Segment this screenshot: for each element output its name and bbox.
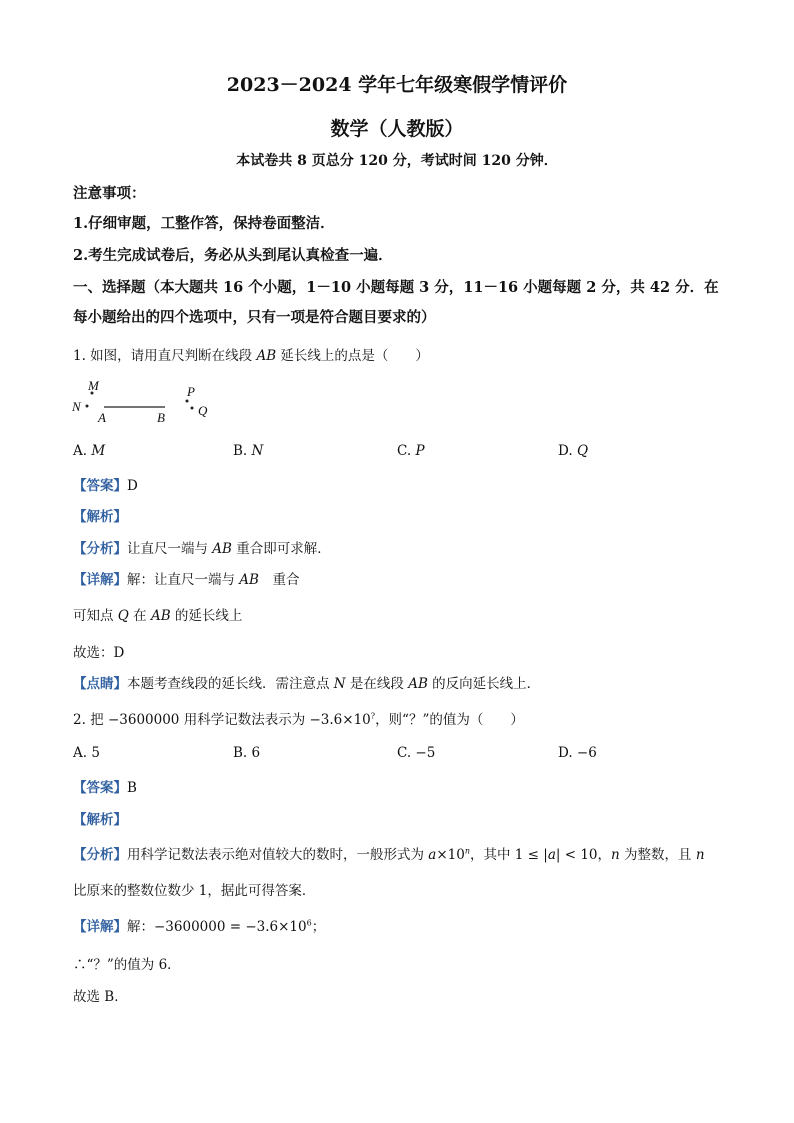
exam-info: 本试卷共 8 页总分 120 分，考试时间 120 分钟． (236, 153, 558, 169)
label-p: P (187, 384, 195, 399)
q1-stem-ab: AB (256, 348, 277, 364)
exam-subtitle: 数学（人教版） (330, 118, 464, 140)
label-m: M (88, 378, 99, 393)
label-q: Q (198, 403, 208, 418)
q2-option-c: C. −5 (397, 745, 436, 761)
label-b: B (157, 410, 165, 425)
q1-option-c: C. P (397, 443, 425, 459)
q2-stem: 2. 把 −3600000 用科学记数法表示为 −3.6×10?，则“？”的值为（ ） (73, 711, 524, 728)
section-heading-line-1: 一、选择题（本大题共 16 个小题，1－10 小题每题 3 分，11－16 小题每题 2 分，共 42 分．在 (73, 279, 719, 296)
section-heading-line-2: 每小题给出的四个选项中，只有一项是符合题目要求的） (73, 309, 436, 326)
q1-answer-value: D (127, 478, 138, 494)
point-n-dot (86, 405, 89, 408)
q2-option-a: A. 5 (73, 745, 100, 761)
q1-option-a: A. M (73, 443, 106, 459)
q1-choose: 故选：D (73, 645, 125, 661)
q1-figure (70, 376, 220, 426)
q2-fenxi-line-2: 比原来的整数位数少 1，据此可得答案． (73, 883, 316, 899)
answer-tag: 【答案】 (73, 478, 127, 494)
q2-fenxi: 【分析】用科学记数法表示绝对值较大的数时，一般形式为 $a\times 10^n$，其中 1 ≤ |a| < 10，n 为整数，且 n (73, 846, 705, 863)
label-n: N (72, 399, 81, 414)
q1-jiexi: 【解析】 (73, 509, 127, 525)
q2-answer: 【答案】B (73, 780, 137, 796)
q2-option-b: B. 6 (233, 745, 261, 761)
q1-conclusion: 可知点 Q 在 AB 的延长线上 (73, 608, 243, 624)
q1-fenxi: 【分析】让直尺一端与 AB 重合即可求解． (73, 541, 331, 557)
exam-title: 2023－2024 学年七年级寒假学情评价 (226, 74, 568, 96)
q2-jiexi: 【解析】 (73, 812, 127, 828)
q1-dianjing: 【点睛】本题考查线段的延长线．需注意点 N 是在线段 AB 的反向延长线上． (73, 676, 541, 692)
notes-item-1: 1.仔细审题，工整作答，保持卷面整洁． (73, 215, 335, 232)
q2-choose: 故选 B． (73, 989, 128, 1005)
q1-stem-text-a: 1. 如图，请用直尺判断在线段 (73, 348, 257, 364)
q1-stem-text-b: 延长线上的点是（ ） (276, 348, 429, 364)
q1-xiangjie: 【详解】解：让直尺一端与 AB 重合 (73, 572, 300, 588)
q2-option-d: D. −6 (558, 745, 597, 761)
q1-option-b: B. N (233, 443, 264, 459)
q2-xiangjie: 【详解】解：$-3600000 = -3.6\times 10^6$； (73, 918, 326, 935)
q1-stem (73, 344, 429, 364)
notes-heading: 注意事项： (73, 185, 146, 202)
q2-therefore: ∴“？”的值为 6． (73, 957, 181, 973)
q1-answer (73, 474, 138, 494)
notes-item-2: 2.考生完成试卷后，务必从头到尾认真检查一遍． (73, 247, 393, 264)
q1-option-d: D. Q (558, 443, 589, 459)
label-a: A (98, 410, 106, 425)
point-q-dot (191, 407, 194, 410)
